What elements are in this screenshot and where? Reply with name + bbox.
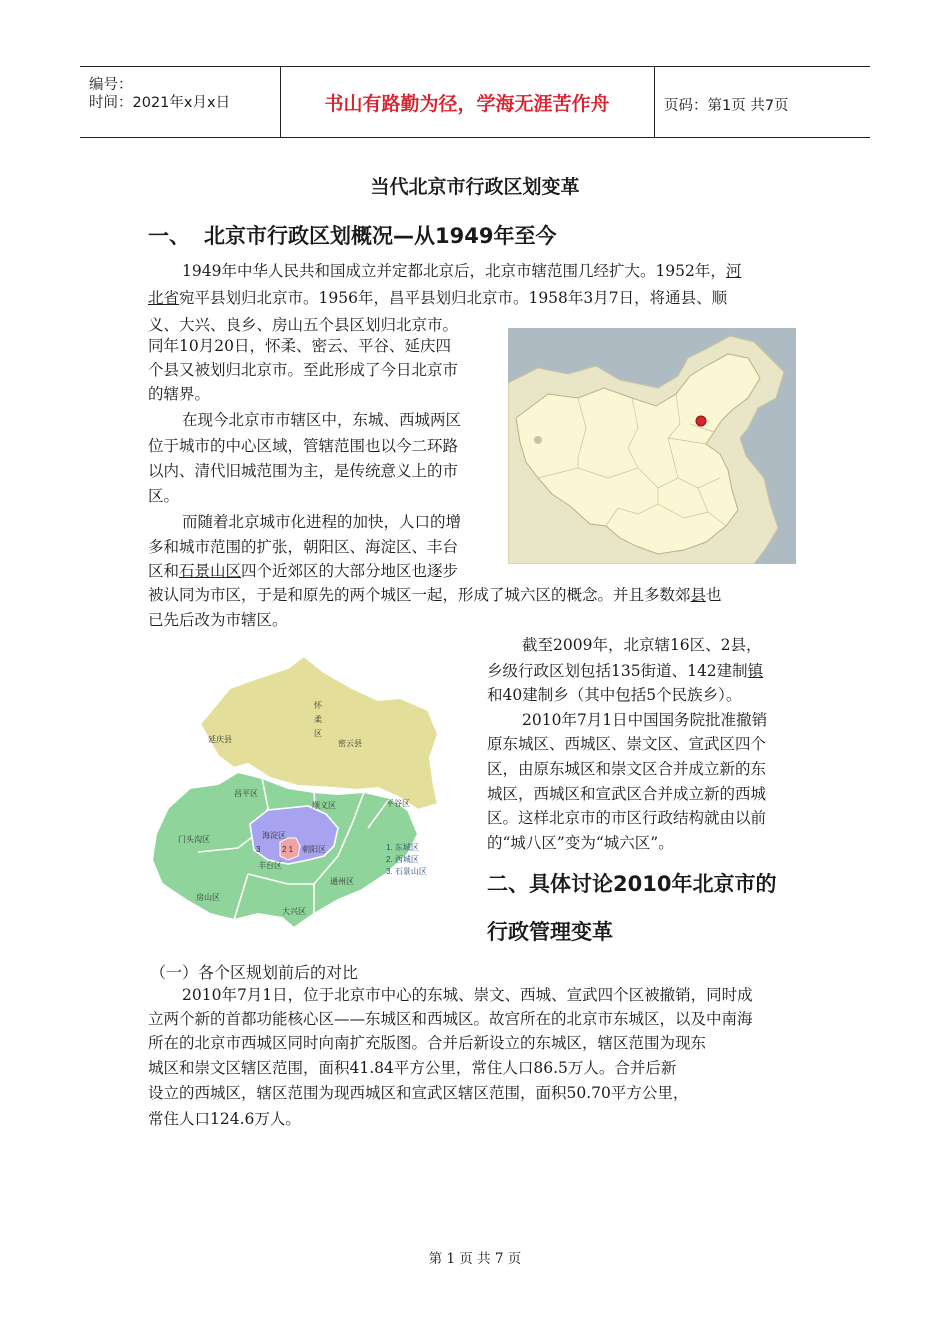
paragraph-line: 以内、清代旧城范围为主，是传统意义上的市 xyxy=(148,462,459,480)
paragraph-line: 2010年7月1日中国国务院批准撤销 xyxy=(522,711,768,729)
section-heading-1 xyxy=(148,220,556,250)
paragraph-line: 2010年7月1日，位于北京市中心的东城、崇文、西城、宣武四个区被撤销，同时成 xyxy=(182,986,753,1004)
section-title: 北京市行政区划概况—从1949年至今 xyxy=(204,224,557,248)
subsection-heading: （一）各个区规划前后的对比 xyxy=(150,963,359,982)
paragraph-line: 在现今北京市市辖区中，东城、西城两区 xyxy=(182,411,462,429)
paragraph-line: 多和城市范围的扩张，朝阳区、海淀区、丰台 xyxy=(148,538,459,556)
paragraph-line: 义、大兴、良乡、房山五个县区划归北京市。 xyxy=(148,316,459,334)
paragraph-line: 常住人口124.6万人。 xyxy=(148,1110,301,1128)
page-header xyxy=(80,66,870,138)
paragraph-line: 而随着北京城市化进程的加快，人口的增 xyxy=(182,513,462,531)
doc-code-label: 编号： xyxy=(89,77,133,93)
header-motto: 书山有路勤为径，学海无涯苦作舟 xyxy=(324,93,610,115)
paragraph-line: 的“城八区”变为“城六区”。 xyxy=(487,834,674,852)
header-page-info: 页码：第1页 共7页 xyxy=(664,98,789,114)
text: 乡级行政区划包括135街道、142建制 xyxy=(487,662,748,680)
label-shunyi: 顺义区 xyxy=(312,801,336,810)
document-title: 当代北京市行政区划变革 xyxy=(370,176,580,198)
paragraph-line: 区。 xyxy=(148,487,180,505)
paragraph-line: 区。这样北京市的市区行政结构就由以前 xyxy=(487,809,767,827)
text: 区和 xyxy=(148,562,180,580)
paragraph-line xyxy=(182,258,741,285)
label-tongzhou: 通州区 xyxy=(330,877,354,886)
lake-marker xyxy=(534,436,542,444)
china-map-svg xyxy=(508,328,796,564)
page-footer: 第 1 页 共 7 页 xyxy=(428,1251,522,1267)
beijing-marker xyxy=(696,416,706,426)
section-heading-2-cont: 行政管理变革 xyxy=(487,920,613,944)
paragraph-line: 原东城区、西城区、崇文区、宣武区四个 xyxy=(487,735,767,753)
text: 宛平县划归北京市。1956年，昌平县划归北京市。1958年3月7日，将通县、顺 xyxy=(179,289,728,307)
legend-item-3: 3. 石景山区 xyxy=(386,867,427,876)
label-pinggu: 平谷区 xyxy=(386,799,410,808)
label-changping: 昌平区 xyxy=(234,789,258,798)
text: 也 xyxy=(706,586,722,604)
paragraph-line: 和40建制乡（其中包括5个民族乡）。 xyxy=(487,686,742,704)
china-map-image xyxy=(508,328,796,564)
beijing-district-map xyxy=(138,638,468,958)
paragraph-line xyxy=(487,658,763,685)
label-shijingshan-num: 3 xyxy=(256,845,261,854)
label-huairou-2: 柔 xyxy=(314,715,322,724)
label-chaoyang: 朝阳区 xyxy=(302,845,326,854)
doc-time-label: 时间：2021年x月x日 xyxy=(89,95,231,111)
paragraph-line: 同年10月20日，怀柔、密云、平谷、延庆四 xyxy=(148,337,451,355)
text: 1949年中华人民共和国成立并定都北京后，北京市辖范围几经扩大。1952年， xyxy=(182,262,726,280)
section-number: 一、 xyxy=(148,224,190,248)
label-mentougou: 门头沟区 xyxy=(178,835,210,844)
paragraph-line: 设立的西城区，辖区范围为现西城区和宣武区辖区范围，面积50.70平方公里， xyxy=(148,1084,689,1102)
legend-item-2: 2. 西城区 xyxy=(386,855,419,864)
label-yanqing: 延庆县 xyxy=(208,735,232,744)
paragraph-line: 城区，西城区和宣武区合并成立新的西城 xyxy=(487,785,767,803)
paragraph-line: 位于城市的中心区域，管辖范围也以今二环路 xyxy=(148,437,459,455)
label-fengtai: 丰台区 xyxy=(258,861,282,870)
label-huairou-3: 区 xyxy=(314,729,322,738)
beijing-map-svg xyxy=(138,638,468,958)
link-county[interactable]: 县 xyxy=(690,586,707,604)
label-huairou-1: 怀 xyxy=(314,701,322,710)
paragraph-line xyxy=(148,582,722,609)
label-center-nums: 2 1 xyxy=(282,845,294,854)
legend-item-1: 1. 东城区 xyxy=(386,843,419,852)
paragraph-line: 城区和崇文区辖区范围，面积41.84平方公里，常住人口86.5万人。合并后新 xyxy=(148,1059,677,1077)
label-daxing: 大兴区 xyxy=(282,907,306,916)
paragraph-line xyxy=(148,558,458,585)
paragraph-line: 立两个新的首都功能核心区——东城区和西城区。故宫所在的北京市东城区，以及中南海 xyxy=(148,1010,753,1028)
label-haidian: 海淀区 xyxy=(262,831,286,840)
section-heading-2: 二、具体讨论2010年北京市的 xyxy=(487,872,777,896)
label-miyun: 密云县 xyxy=(338,739,362,748)
link-town[interactable]: 镇 xyxy=(747,662,764,680)
paragraph-line: 的辖界。 xyxy=(148,385,211,403)
link-hebei[interactable]: 河 xyxy=(725,262,742,280)
link-hebei[interactable]: 北省 xyxy=(148,289,180,307)
header-divider xyxy=(654,67,655,137)
paragraph-line: 个县又被划归北京市。至此形成了今日北京市 xyxy=(148,361,459,379)
paragraph-line: 截至2009年，北京辖16区、2县， xyxy=(522,636,762,654)
paragraph-line xyxy=(148,285,727,312)
paragraph-line: 已先后改为市辖区。 xyxy=(148,611,288,629)
label-fangshan: 房山区 xyxy=(196,893,220,902)
paragraph-line: 区，由原东城区和崇文区合并成立新的东 xyxy=(487,760,767,778)
text: 被认同为市区，于是和原先的两个城区一起，形成了城六区的概念。并且多数郊 xyxy=(148,586,691,604)
text: 四个近郊区的大部分地区也逐步 xyxy=(241,562,459,580)
paragraph-line: 所在的北京市西城区同时向南扩充版图。合并后新设立的东城区，辖区范围为现东 xyxy=(148,1034,707,1052)
link-shijingshan[interactable]: 石景山区 xyxy=(179,562,242,580)
